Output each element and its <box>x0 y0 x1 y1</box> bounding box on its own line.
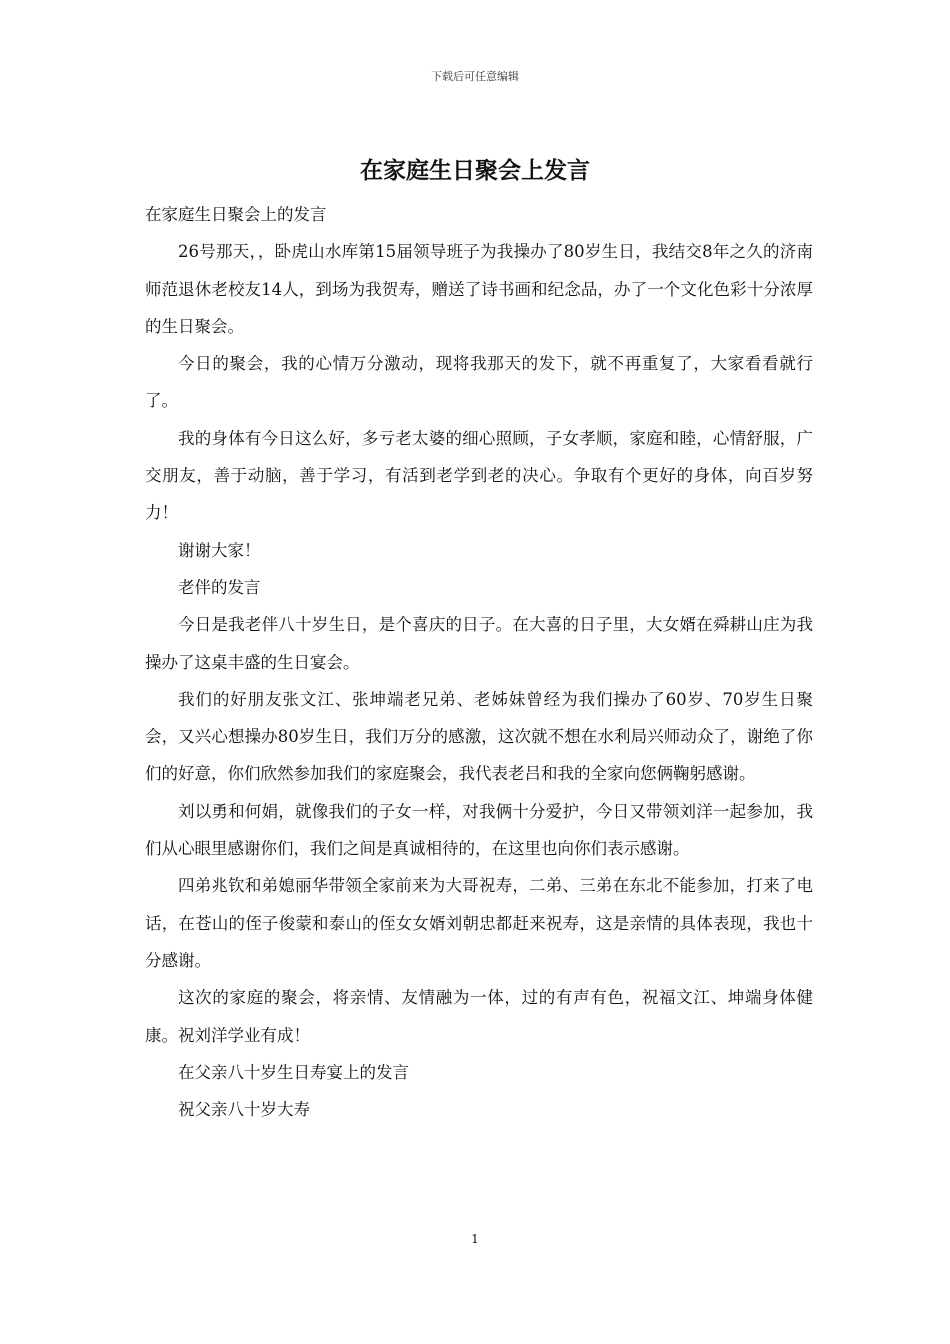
paragraph: 今日是我老伴八十岁生日，是个喜庆的日子。在大喜的日子里，大女婿在舜耕山庄为我操办了这桌丰盛的生日宴会。 <box>145 615 813 672</box>
document-body <box>145 196 813 1128</box>
paragraph: 谢谢大家！ <box>178 540 261 560</box>
page-number: 1 <box>471 1232 479 1246</box>
header-note: 下载后可任意编辑 <box>431 70 519 83</box>
paragraph: 祝父亲八十岁大寿 <box>178 1100 310 1120</box>
paragraph: 今日的聚会，我的心情万分激动，现将我那天的发下，就不再重复了，大家看看就行了。 <box>145 354 813 411</box>
section-heading: 在父亲八十岁生日寿宴上的发言 <box>178 1062 409 1082</box>
paragraph: 我的身体有今日这么好，多亏老太婆的细心照顾，子女孝顺，家庭和睦，心情舒服，广交朋友，善于动脑，善于学习，有活到老学到老的决心。争取有个更好的身体，向百岁努力！ <box>145 428 813 523</box>
paragraph: 我们的好朋友张文江、张坤端老兄弟、老姊妹曾经为我们操办了60岁、70岁生日聚会，又兴心想操办80岁生日，我们万分的感激，这次就不想在水利局兴师动众了，谢绝了你们的好意，你们欣然参加我们的家庭聚会，我代表老吕和我的全家向您俩鞠躬感谢。 <box>145 689 813 784</box>
paragraph: 这次的家庭的聚会，将亲情、友情融为一体，过的有声有色，祝福文江、坤端身体健康。祝刘洋学业有成！ <box>145 988 813 1045</box>
paragraph: 在家庭生日聚会上的发言 <box>145 205 327 224</box>
paragraph: 刘以勇和何娟，就像我们的子女一样，对我俩十分爱护，今日又带领刘洋一起参加，我们从心眼里感谢你们，我们之间是真诚相待的，在这里也向你们表示感谢。 <box>145 801 813 859</box>
paragraph: 四弟兆钦和弟媳丽华带领全家前来为大哥祝寿，二弟、三弟在东北不能参加，打来了电话，在苍山的侄子俊蒙和泰山的侄女女婿刘朝忠都赶来祝寿，这是亲情的具体表现，我也十分感谢。 <box>145 876 813 970</box>
section-heading: 老伴的发言 <box>178 577 261 597</box>
document-title: 在家庭生日聚会上发言 <box>360 158 590 184</box>
paragraph: 26号那天，，卧虎山水库第15届领导班子为我操办了80岁生日，我结交8年之久的济南师范退休老校友14人，到场为我贺寿，赠送了诗书画和纪念品，办了一个文化色彩十分浓厚的生日聚会。 <box>145 242 813 336</box>
